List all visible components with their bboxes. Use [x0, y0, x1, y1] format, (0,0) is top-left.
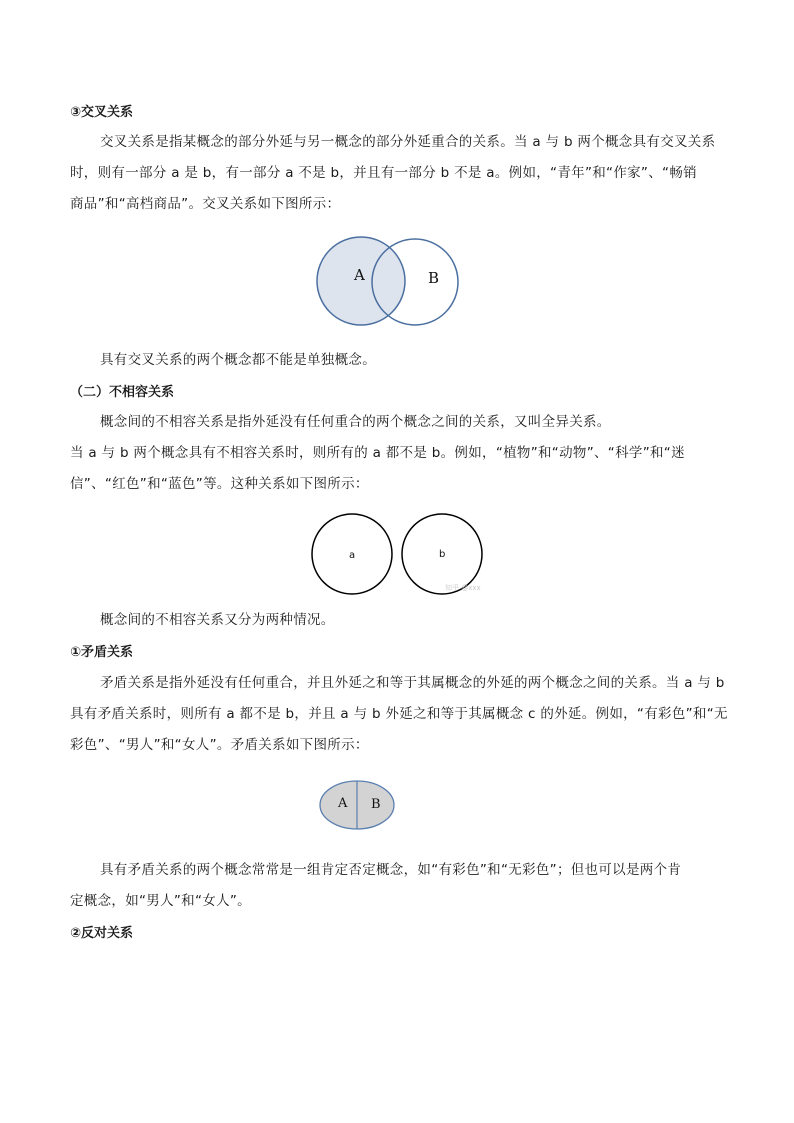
paragraph-line: 具有矛盾关系的两个概念常常是一组肯定否定概念，如“有彩色”和“无彩色”；但也可以是两个肯	[100, 862, 682, 878]
cross-note	[100, 345, 722, 376]
section-heading-incompatible: （二）不相容关系	[70, 385, 175, 400]
paragraph-line: 具有交叉关系的两个概念都不能是单独概念。	[100, 352, 376, 368]
paragraph-contradiction-note	[100, 855, 722, 886]
section-heading-contradiction: ①矛盾关系	[70, 645, 134, 660]
paragraph-incompatible-example	[70, 438, 722, 500]
paragraph-cross-definition-cont	[70, 158, 722, 220]
label-b: b	[439, 549, 446, 560]
paragraph-line: 彩色”、“男人”和“女人”。矛盾关系如下图所示：	[70, 737, 369, 753]
paragraph-line: 矛盾关系是指外延没有任何重合，并且外延之和等于其属概念的外延的两个概念之间的关系。当 a 与 b	[100, 675, 725, 691]
paragraph-contradiction-note-cont	[70, 886, 722, 917]
label-b: B	[428, 269, 440, 287]
label-a: A	[354, 266, 365, 284]
label-b: B	[371, 797, 381, 812]
paragraph-contradiction-definition	[100, 668, 725, 699]
section-heading-cross: ③交叉关系	[70, 105, 134, 120]
paragraph-line: 时，则有一部分 a 是 b，有一部分 a 不是 b，并且有一部分 b 不是 a。例如，“青年”和“作家”、“畅销	[70, 165, 697, 181]
paragraph-line: 信”、“红色”和“蓝色”等。这种关系如下图所示：	[70, 476, 369, 492]
watermark-text: 知乎 @xxx	[445, 584, 481, 592]
incompatible-note	[100, 605, 722, 636]
paragraph-contradiction-definition-cont	[70, 699, 728, 761]
paragraph-line: 概念间的不相容关系又分为两种情况。	[100, 612, 335, 628]
contradiction-relation-diagram	[318, 780, 398, 832]
label-a: A	[338, 796, 348, 811]
paragraph-line: 定概念，如“男人”和“女人”。	[70, 893, 251, 909]
paragraph-line: 具有矛盾关系时，则所有 a 都不是 b，并且 a 与 b 外延之和等于其属概念 c 的外延。例如，“有彩色”和“无	[70, 706, 728, 722]
paragraph-incompatible-definition	[100, 407, 722, 438]
label-a: a	[349, 550, 356, 561]
paragraph-line: 概念间的不相容关系是指外延没有任何重合的两个概念之间的关系，又叫全异关系。	[100, 414, 611, 430]
paragraph-line: 交叉关系是指某概念的部分外延与另一概念的部分外延重合的关系。当 a 与 b 两个概念具有交叉关系	[100, 134, 716, 150]
paragraph-line: 商品”和“高档商品”。交叉关系如下图所示：	[70, 196, 341, 212]
paragraph-line: 当 a 与 b 两个概念具有不相容关系时，则所有的 a 都不是 b。例如，“植物”和“动物”、“科学”和“迷	[70, 445, 685, 461]
cross-relation-diagram	[300, 238, 475, 328]
paragraph-cross-definition	[100, 127, 722, 158]
section-heading-contrary: ②反对关系	[70, 926, 134, 941]
